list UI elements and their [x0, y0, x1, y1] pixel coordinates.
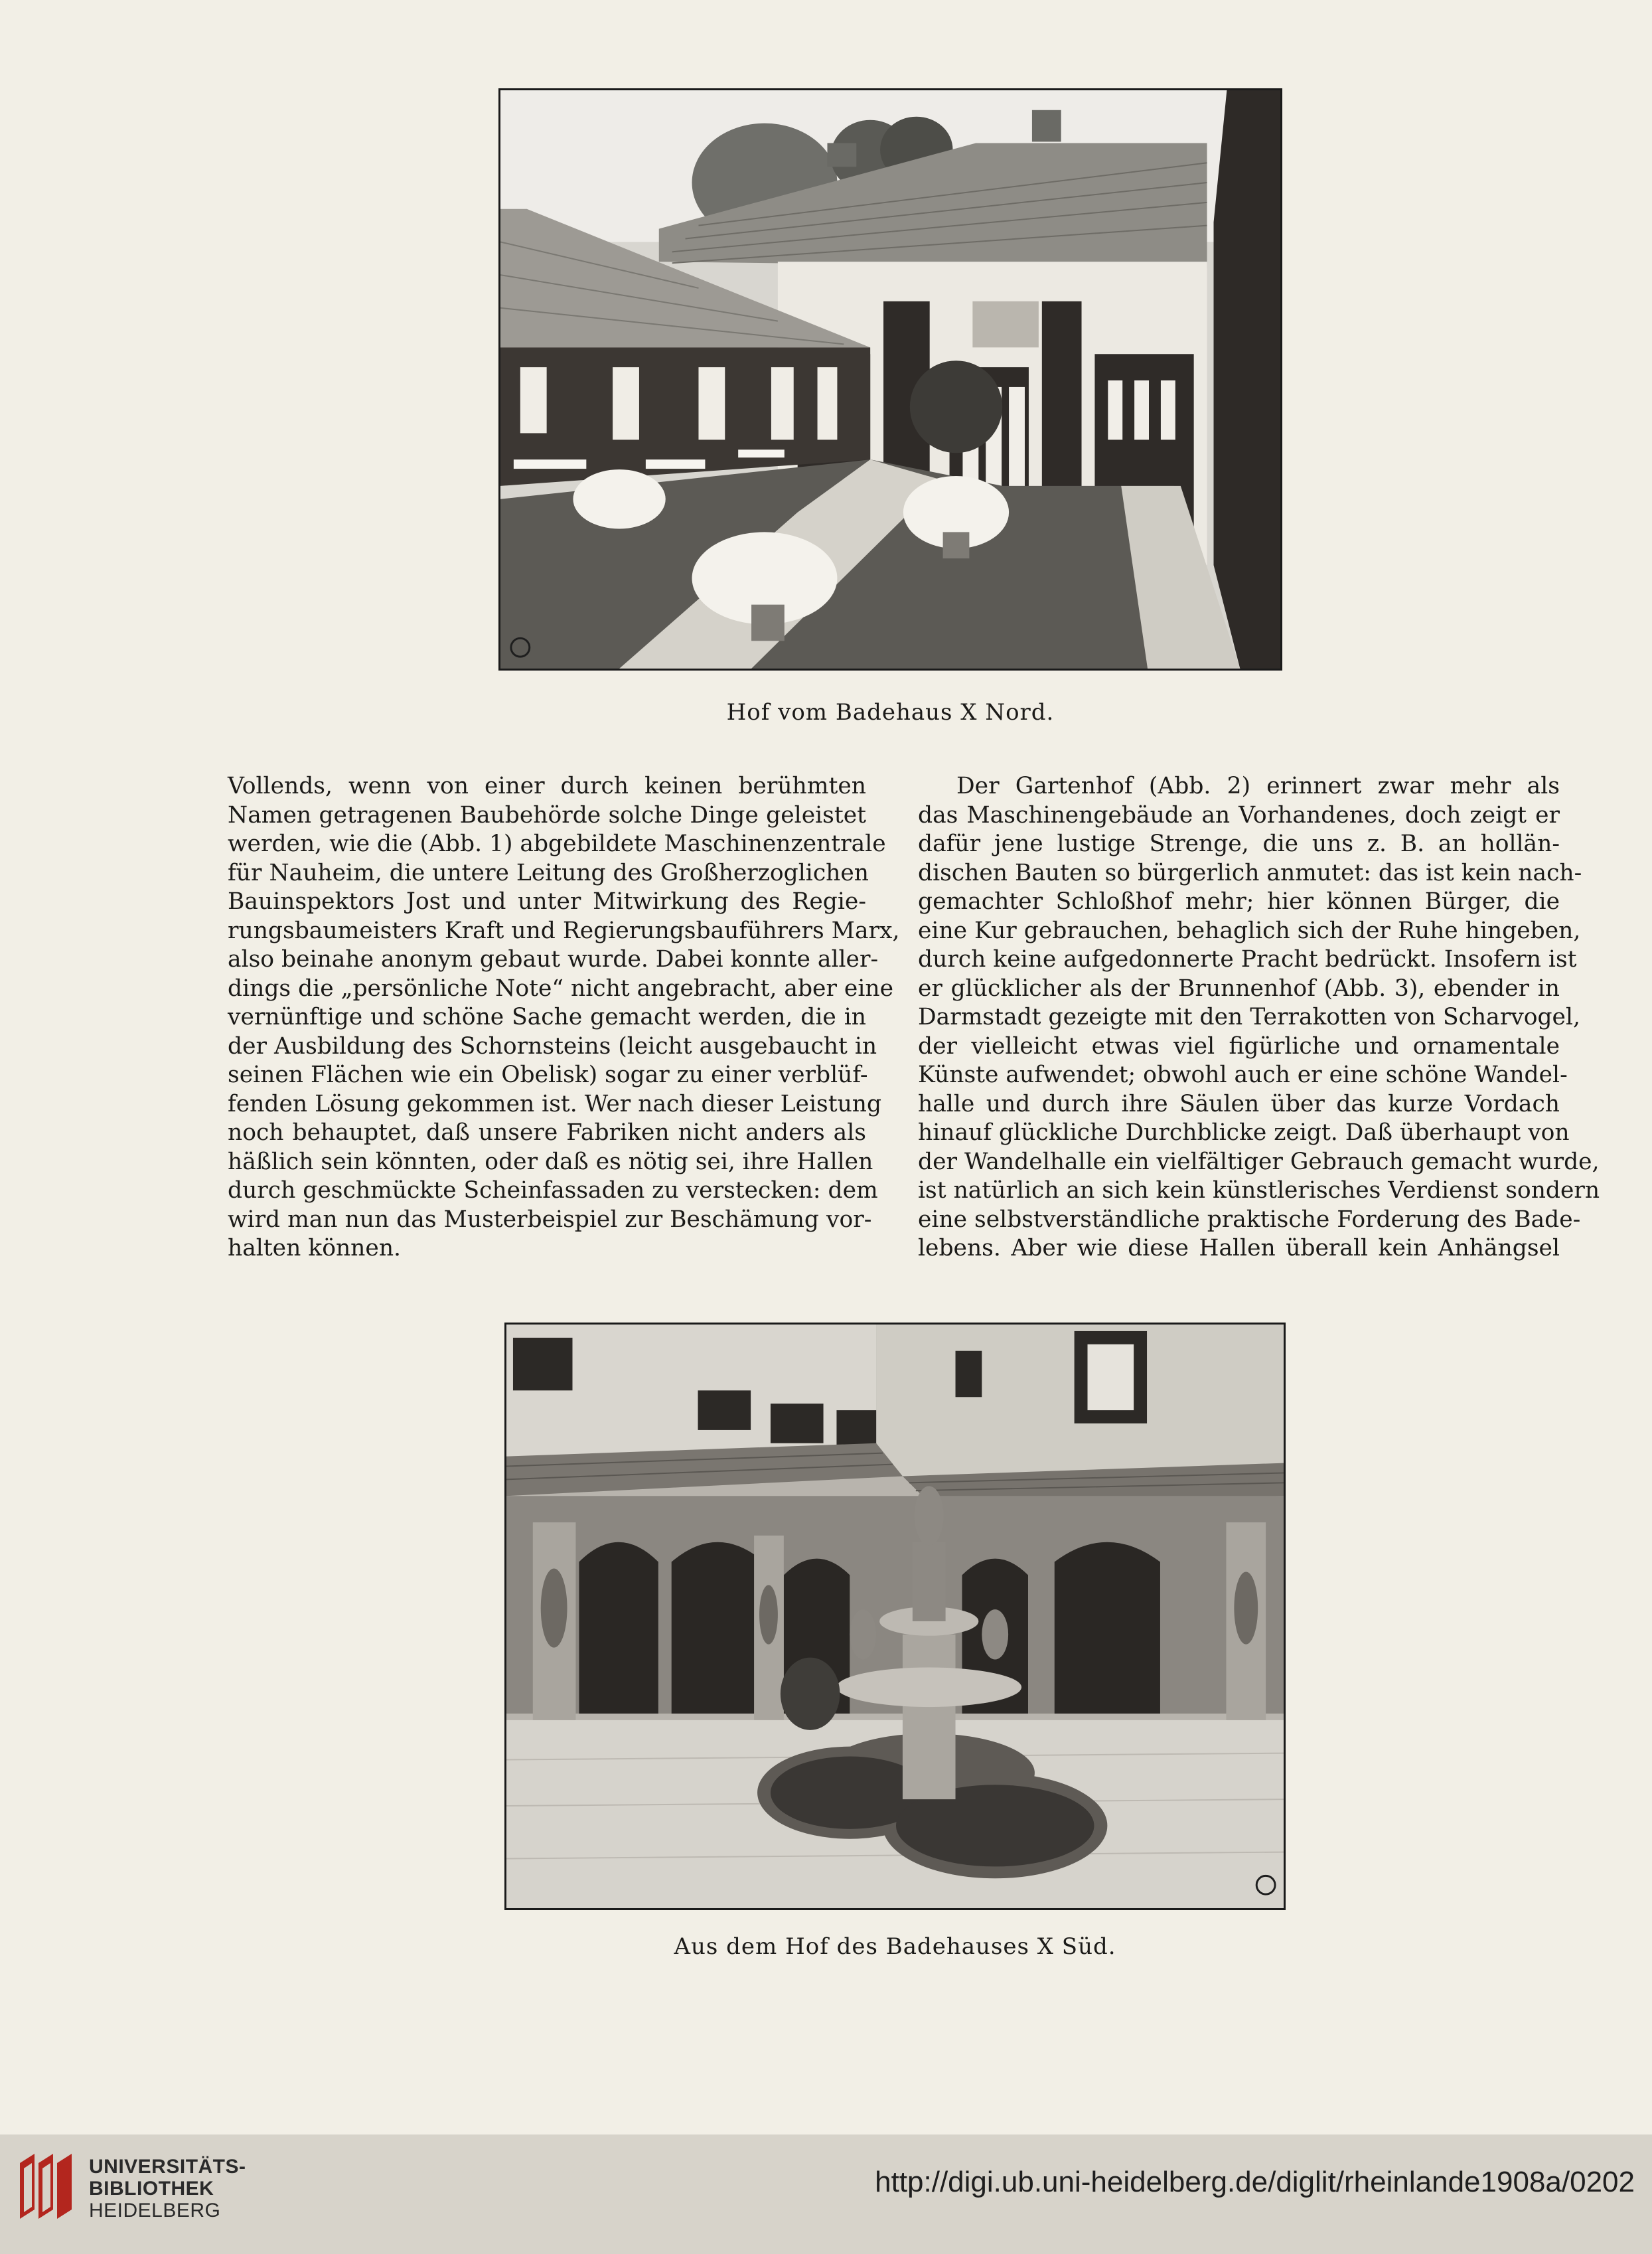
text-line: durch keine aufgedonnerte Pracht bedrückt. Insofern ist [918, 946, 1577, 973]
text-line: dischen Bauten so bürgerlich anmutet: das ist kein nach- [918, 859, 1582, 886]
photo-courtyard-north [498, 88, 1282, 671]
logo-line-2: BIBLIOTHEK [89, 2178, 214, 2200]
text-line: häßlich sein könnten, oder daß es nötig sei, ihre Hallen [228, 1148, 873, 1175]
text-line: seinen Flächen wie ein Obelisk) sogar zu einer verblüf- [228, 1062, 868, 1088]
text-line: durch geschmückte Scheinfassaden zu verstecken: dem [228, 1177, 878, 1204]
text-line: hinauf glückliche Durchblicke zeigt. Daß überhaupt von [918, 1119, 1570, 1146]
text-line: er glücklicher als der Brunnenhof (Abb. 3), ebender in [918, 975, 1560, 1002]
photo-courtyard-south [504, 1323, 1286, 1910]
text-line: Vollends, wenn von einer durch keinen berühmten [228, 773, 866, 799]
text-line: der Ausbildung des Schornsteins (leicht ausgebaucht in [228, 1032, 877, 1060]
text-line: werden, wie die (Abb. 1) abgebildete Maschinenzentrale [228, 831, 886, 857]
text-line: das Maschinengebäude an Vorhandenes, doch zeigt er [918, 801, 1560, 829]
caption-top: Hof vom Badehaus X Nord. [726, 699, 1055, 726]
courtyard-north-image [500, 90, 1280, 669]
courtyard-south-image [506, 1325, 1284, 1908]
text-column-right [918, 772, 1600, 1263]
text-line: fenden Lösung gekommen ist. Wer nach dieser Leistung [228, 1090, 882, 1117]
text-line: also beinahe anonym gebaut wurde. Dabei konnte aller- [228, 946, 879, 973]
text-line: der Wandelhalle ein vielfältiger Gebrauch gemacht wurde, [918, 1148, 1600, 1175]
text-column-left [228, 772, 900, 1263]
text-line: Künste aufwendet; obwohl auch er eine schöne Wandel- [918, 1062, 1568, 1088]
paragraph-right [918, 772, 1600, 1263]
permalink-url[interactable]: http://digi.ub.uni-heidelberg.de/diglit/rheinlande1908a/0202 [875, 2166, 1635, 2198]
text-line: ist natürlich an sich kein künstlerisches Verdienst sondern [918, 1177, 1600, 1204]
text-line: dings die „persönliche Note“ nicht angebracht, aber eine [228, 975, 894, 1002]
text-line: halten können. [228, 1235, 402, 1261]
library-logo-icon [15, 2151, 81, 2231]
text-line: Der Gartenhof (Abb. 2) erinnert zwar mehr als [956, 773, 1560, 799]
logo-line-3: HEIDELBERG [89, 2200, 221, 2221]
text-line: eine selbstverständliche praktische Forderung des Bade- [918, 1206, 1581, 1233]
text-line: rungsbaumeisters Kraft und Regierungsbauführers Marx, [228, 917, 900, 944]
logo-line-1: UNIVERSITÄTS- [89, 2156, 246, 2178]
text-line: noch behauptet, daß unsere Fabriken nicht anders als [228, 1119, 866, 1146]
text-line: dafür jene lustige Strenge, die uns z. B. an hollän- [918, 831, 1560, 857]
text-line: der vielleicht etwas viel figürliche und ornamentale [918, 1032, 1560, 1060]
text-line: lebens. Aber wie diese Hallen überall kein Anhängsel [918, 1235, 1560, 1261]
text-line: für Nauheim, die untere Leitung des Großherzoglichen [228, 859, 869, 886]
text-line: eine Kur gebrauchen, behaglich sich der Ruhe hingeben, [918, 917, 1581, 944]
text-line: halle und durch ihre Säulen über das kurze Vordach [918, 1090, 1560, 1117]
paragraph-left [228, 772, 900, 1263]
text-line: Namen getragenen Baubehörde solche Dinge geleistet [228, 801, 866, 829]
library-logo-text [89, 2156, 246, 2221]
caption-bottom: Aus dem Hof des Badehauses X Süd. [674, 1933, 1116, 1960]
text-line: wird man nun das Musterbeispiel zur Beschämung vor- [228, 1206, 872, 1233]
text-line: Darmstadt gezeigte mit den Terrakotten von Scharvogel, [918, 1004, 1580, 1030]
text-line: Bauinspektors Jost und unter Mitwirkung des Regie- [228, 888, 866, 915]
text-line: vernünftige und schöne Sache gemacht werden, die in [228, 1004, 866, 1030]
text-line: gemachter Schloßhof mehr; hier können Bürger, die [918, 888, 1560, 915]
